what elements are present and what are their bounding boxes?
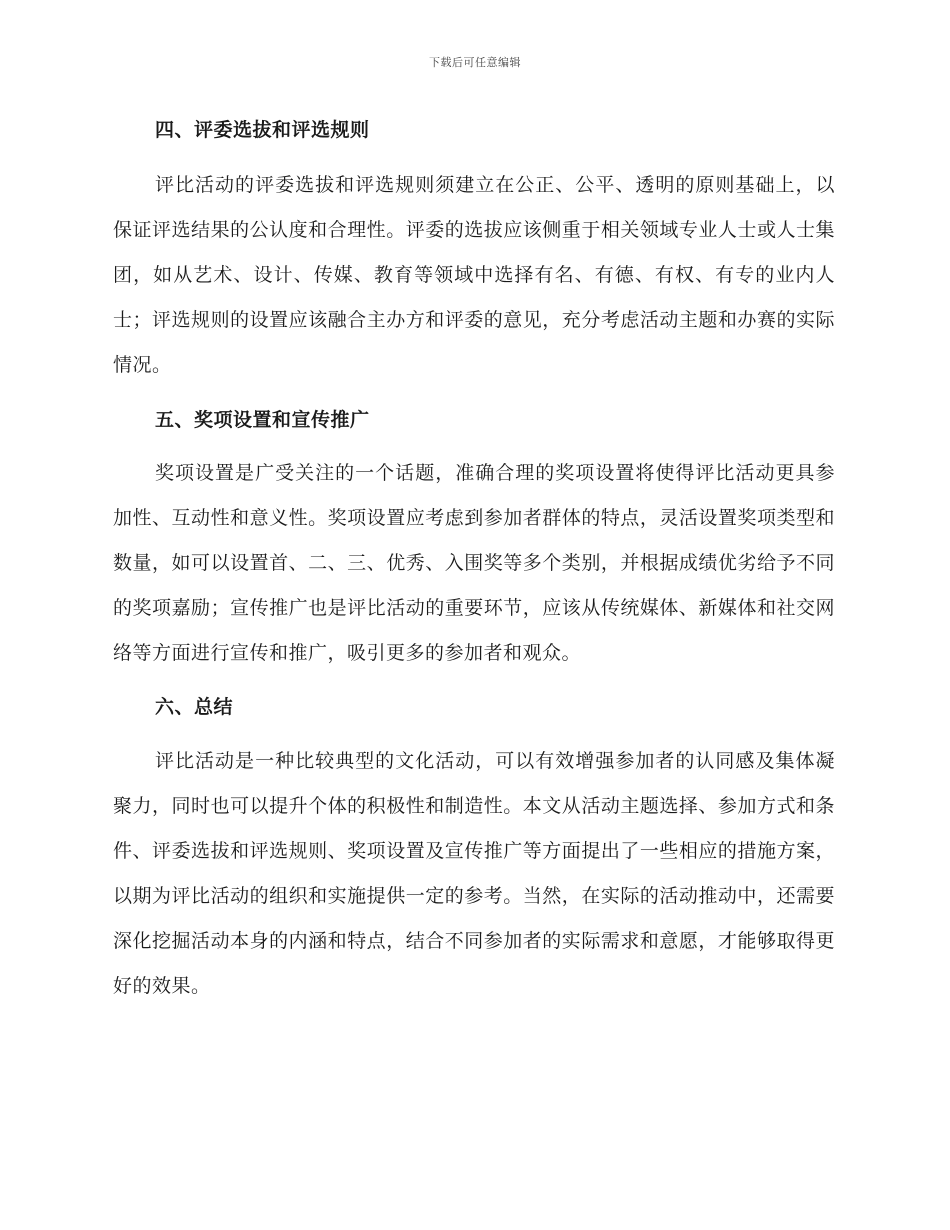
section-paragraph-awards: 奖项设置是广受关注的一个话题，准确合理的奖项设置将使得评比活动更具参加性、互动性和意义性。奖项设置应考虑到参加者群体的特点，灵活设置奖项类型和数量，如可以设置首、二、三、优秀、入围奖等多个类别，并根据成绩优劣给予不同的奖项嘉励；宣传推广也是评比活动的重要环节，应该从传统媒体、新媒体和社交网络等方面进行宣传和推广，吸引更多的参加者和观众。 bbox=[113, 462, 835, 664]
section-paragraph-summary: 评比活动是一种比较典型的文化活动，可以有效增强参加者的认同感及集体凝聚力，同时也可以提升个体的积极性和制造性。本文从活动主题选择、参加方式和条件、评委选拔和评选规则、奖项设置及宣传推广等方面提出了一些相应的措施方案，以期为评比活动的组织和实施提供一定的参考。当然，在实际的活动推动中，还需要深化挖掘活动本身的内涵和特点，结合不同参加者的实际需求和意愿，才能够取得更好的效果。 bbox=[113, 750, 835, 997]
section-heading-awards: 五、奖项设置和宣传推广 bbox=[155, 409, 370, 431]
section-heading-judges: 四、评委选拔和评选规则 bbox=[155, 119, 370, 141]
document-body bbox=[113, 110, 835, 1009]
page-header: 下载后可任意编辑 bbox=[429, 56, 521, 69]
section-heading-summary: 六、总结 bbox=[155, 696, 234, 718]
section-paragraph-judges: 评比活动的评委选拔和评选规则须建立在公正、公平、透明的原则基础上，以保证评选结果的公认度和合理性。评委的选拔应该侧重于相关领域专业人士或人士集团，如从艺术、设计、传媒、教育等领域中选择有名、有德、有权、有专的业内人士；评选规则的设置应该融合主办方和评委的意见，充分考虑活动主题和办赛的实际情况。 bbox=[113, 174, 835, 376]
